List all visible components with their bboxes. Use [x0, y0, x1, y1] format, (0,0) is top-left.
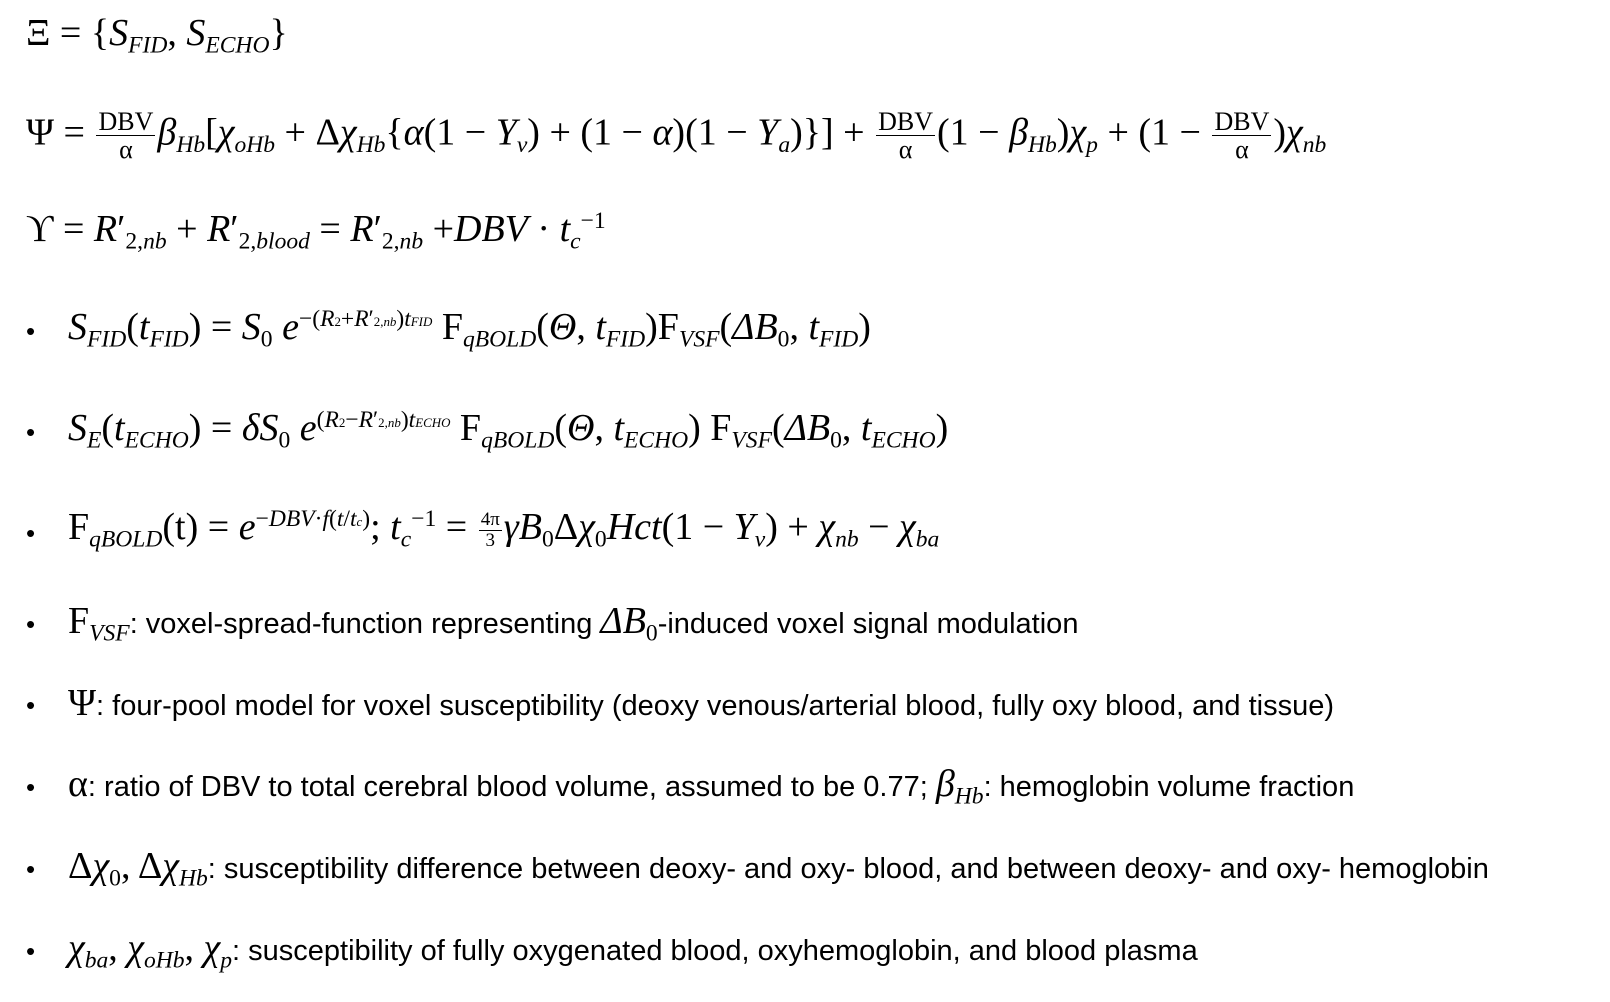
bullet: •: [26, 690, 36, 720]
s-fid-equation: $S_{FID}(t_{FID}) = S_0$ $e^{-(R2+R'2,nb)tFID}$ $F_{qBOLD}(\Theta$, $t_{FID})F_{VSF}(\Delta B_0$, $t_{FID}$): [68, 306, 871, 353]
alpha-beta-definition: α: ratio of DBV to total cerebral blood volume, assumed to be 0.77; $\beta_{Hb}$: hemoglobin volume fraction: [68, 763, 1355, 810]
psi-equation: Ψ = $\frac{\text{DBV}}{\alpha}$ $\beta_{Hb}[\chi_{oHb} + \Delta\chi_{Hb}\{\alpha(1 - Y_v) + (1 - \alpha)(1 - Y_a)\}]$ + $\frac{\text{DBV}}{\alpha}$ $(1 - \beta_{Hb})\chi_p + (1$ − $\frac{\text{DBV}}{\alpha}$ )$\chi_{nb}$: [26, 107, 1327, 165]
dbv-over-alpha-fraction: $\frac{\text{DBV}}{\alpha}$: [98, 107, 154, 165]
psi-definition: Ψ: four-pool model for voxel susceptibility (deoxy venous/arterial blood, fully oxy blood, and tissue): [68, 682, 1335, 724]
chi-definition: $\chi_{ba}$, $\chi_{oHb}$, $\chi_p$: susceptibility of fully oxygenated blood, oxyhemoglobin, and blood plasma: [68, 927, 1198, 974]
four-pi-over-three-fraction: $\frac{4\pi}{3}$: [480, 508, 500, 551]
f-qbold-equation: $F_{qBOLD}(t) = e^{-DBV\cdot f(t/tc)}$; $t_c^{-1}$ = $\frac{4\pi}{3}$ $\gamma B_0\Delta\chi_0Hct(1 - Y_v) + \chi_{nb} - \chi_{ba}$: [68, 506, 940, 553]
bullet: •: [26, 518, 36, 548]
xi-equation: $\Xi = \{S_{FID}$, $S_{ECHO}$}: [26, 12, 288, 59]
upsilon-equation: $ϒ = R'_{2,nb} + R'_{2,blood} = R'_{2,nb} +DBV \cdot t_c^{-1}$: [26, 208, 606, 255]
bullet: •: [26, 417, 36, 447]
bullet: •: [26, 936, 36, 966]
bullet: •: [26, 772, 36, 802]
bullet: •: [26, 854, 36, 884]
s-e-equation: $S_E(t_{ECHO}) = \delta S_0$ $e^{(R2-R'2,nb)tECHO}$ $F_{qBOLD}(\Theta$, $t_{ECHO}$) $F_{VSF}(\Delta B_0$, $t_{ECHO}$): [68, 407, 949, 454]
bullet: •: [26, 609, 36, 639]
dbv-over-alpha-fraction: $\frac{\text{DBV}}{\alpha}$: [878, 107, 933, 165]
dbv-over-alpha-fraction: $\frac{\text{DBV}}{\alpha}$: [1214, 107, 1270, 165]
delta-chi-definition: $\Delta\chi_0$, $\Delta\chi_{Hb}$: susceptibility difference between deoxy- and oxy- blood, and between deoxy- and oxy- hemoglobin: [68, 845, 1489, 892]
bullet: •: [26, 316, 36, 346]
fvsf-definition: $F_{VSF}$: voxel-spread-function representing $\Delta B_0$-induced voxel signal modulation: [68, 600, 1079, 647]
